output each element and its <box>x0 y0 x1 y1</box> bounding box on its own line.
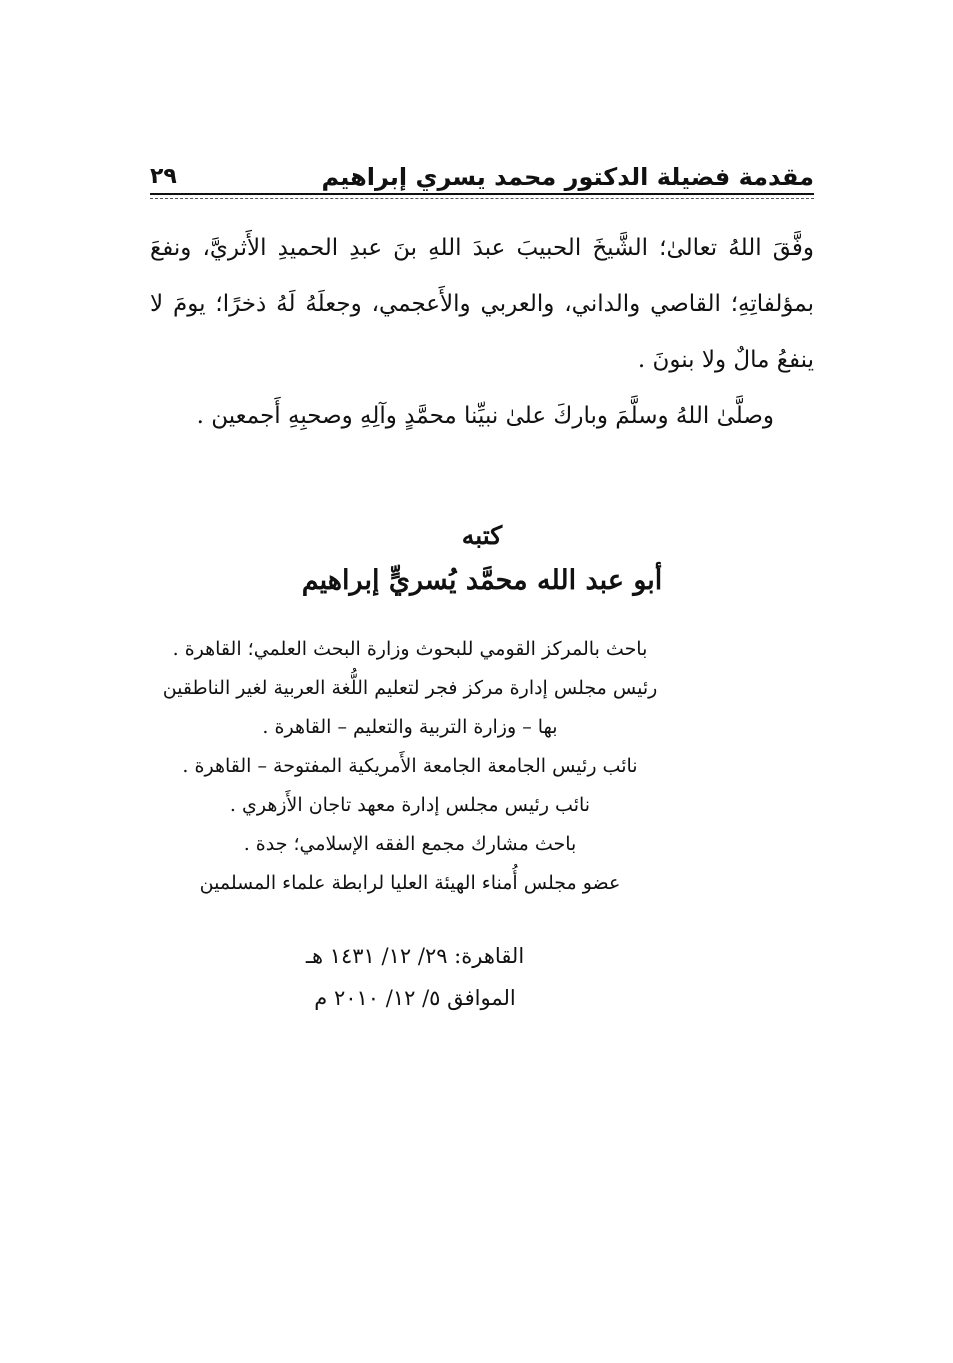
header-title: مقدمة فضيلة الدكتور محمد يسري إبراهيم <box>321 163 814 191</box>
wrote-label: كتبه <box>461 521 503 550</box>
date-block <box>250 935 580 1019</box>
credential-line: بها – وزارة التربية والتعليم – القاهرة . <box>262 716 558 738</box>
credential-line: رئيس مجلس إدارة مركز فجر لتعليم اللُّغة العربية لغير الناطقين <box>162 677 658 699</box>
header-rule-thick <box>150 193 814 195</box>
author-credentials <box>160 630 660 903</box>
credential-line: نائب رئيس الجامعة الجامعة الأَمريكية المفتوحة – القاهرة . <box>182 755 638 777</box>
credential-line: نائب رئيس مجلس إدارة معهد تاجان الأَزهري . <box>229 794 591 816</box>
gregorian-date: الموافق ٥/ ١٢/ ٢٠١٠ م <box>314 986 516 1010</box>
running-header <box>150 158 814 192</box>
page-number: ٢٩ <box>150 164 177 189</box>
credential-line: باحث مشارك مجمع الفقه الإسلامي؛ جدة . <box>243 833 577 855</box>
credential-line: باحث بالمركز القومي للبحوث وزارة البحث العلمي؛ القاهرة . <box>172 638 648 660</box>
header-rule-thin <box>150 198 814 199</box>
author-name: أبو عبد الله محمَّد يُسريٍّ إبراهيم <box>301 565 663 596</box>
signature-block <box>150 515 814 605</box>
body-text <box>150 220 814 444</box>
hijri-date: القاهرة: ٢٩/ ١٢/ ١٤٣١ هـ <box>305 944 525 968</box>
paragraph-blessing: وفَّقَ اللهُ تعالىٰ؛ الشَّيخَ الحبيبَ عبدَ اللهِ بنَ عبدِ الحميدِ الأَثريَّ، ونفعَ بمؤلفاتِهِ؛ القاصي والداني، والعربي والأَعجمي، وجعلَهُ لَهُ ذخرًا؛ يومَ لا ينفعُ مالٌ ولا بنونَ . <box>150 235 814 373</box>
paragraph-prayer: وصلَّىٰ اللهُ وسلَّمَ وباركَ علىٰ نبيِّنا محمَّدٍ وآلِهِ وصحبِهِ أَجمعين . <box>196 403 774 429</box>
credential-line: عضو مجلس أُمناء الهيئة العليا لرابطة علماء المسلمين <box>199 872 621 894</box>
